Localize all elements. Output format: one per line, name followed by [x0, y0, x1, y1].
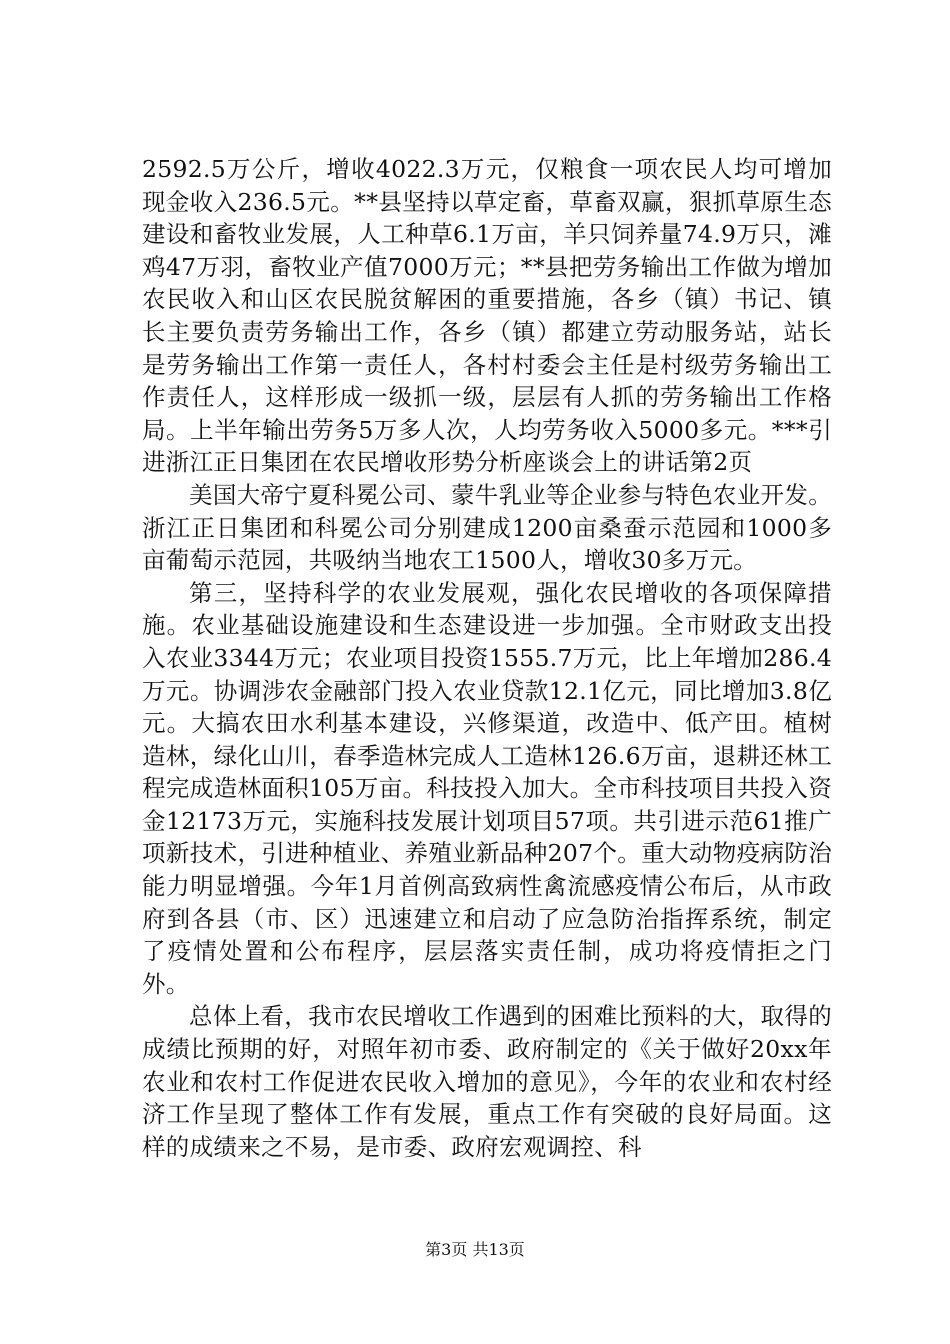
document-body	[142, 153, 832, 1163]
paragraph: 第三，坚持科学的农业发展观，强化农民增收的各项保障措施。农业基础设施建设和生态建设进一步加强。全市财政支出投入农业3344万元；农业项目投资1555.7万元，比上年增加286.4万元。协调涉农金融部门投入农业贷款12.1亿元，同比增加3.8亿元。大搞农田水利基本建设，兴修渠道，改造中、低产田。植树造林，绿化山川，春季造林完成人工造林126.6万亩，退耕还林工程完成造林面积105万亩。科技投入加大。全市科技项目共投入资金12173万元，实施科技发展计划项目57项。共引进示范61推广项新技术，引进种植业、养殖业新品种207个。重大动物疫病防治能力明显增强。今年1月首例高致病性禽流感疫情公布后，从市政府到各县（市、区）迅速建立和启动了应急防治指挥系统，制定了疫情处置和公布程序，层层落实责任制，成功将疫情拒之门外。	[142, 578, 832, 998]
page-number: 第3页 共13页	[425, 1240, 525, 1259]
paragraph: 总体上看，我市农民增收工作遇到的困难比预料的大，取得的成绩比预期的好，对照年初市委、政府制定的《关于做好20xx年农业和农村工作促进农民收入增加的意见》，今年的农业和农村经济工作呈现了整体工作有发展，重点工作有突破的良好局面。这样的成绩来之不易，是市委、政府宏观调控、科	[142, 1002, 832, 1161]
paragraph-continuation: 2592.5万公斤，增收4022.3万元，仅粮食一项农民人均可增加现金收入236.5元。**县坚持以草定畜，草畜双赢，狠抓草原生态建设和畜牧业发展，人工种草6.1万亩，羊只饲养量74.9万只，滩鸡47万羽，畜牧业产值7000万元；**县把劳务输出工作做为增加农民收入和山区农民脱贫解困的重要措施，各乡（镇）书记、镇长主要负责劳务输出工作，各乡（镇）都建立劳动服务站，站长是劳务输出工作第一责任人，各村村委会主任是村级劳务输出工作责任人，这样形成一级抓一级，层层有人抓的劳务输出工作格局。上半年输出劳务5万多人次，人均劳务收入5000多元。***引进浙江正日集团在农民增收形势分析座谈会上的讲话第2页	[142, 155, 832, 477]
paragraph: 美国大帝宁夏科冕公司、蒙牛乳业等企业参与特色农业开发。浙江正日集团和科冕公司分别建成1200亩桑蚕示范园和1000多亩葡萄示范园，共吸纳当地农工1500人，增收30多万元。	[142, 480, 832, 575]
page-footer	[0, 1240, 950, 1260]
